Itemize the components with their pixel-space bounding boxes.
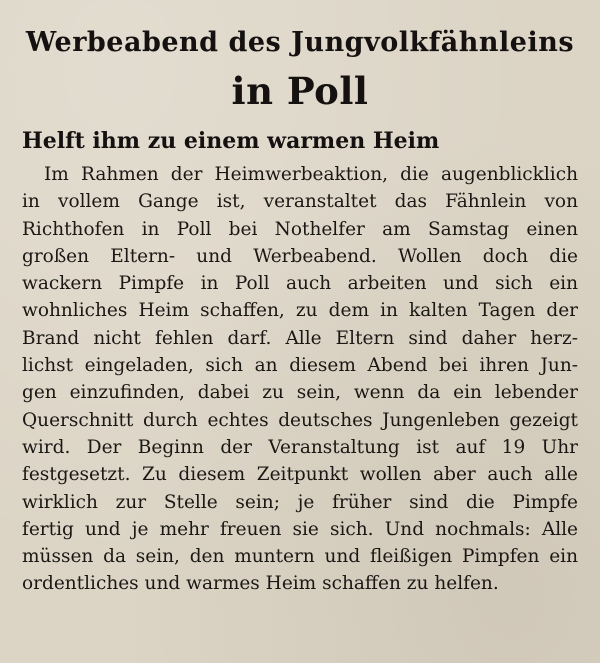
body-line: wird. Der Beginn der Veranstaltung ist auf 19 Uhr (22, 436, 578, 458)
subheadline: Helft ihm zu einem warmen Heim (22, 128, 440, 154)
body-line: fertig und je mehr freuen sie sich. Und nochmals: Alle (22, 518, 578, 540)
body-line: müssen da sein, den muntern und fleißigen Pimpfen ein (22, 546, 578, 568)
headline-line-2: in Poll (231, 69, 369, 113)
body-line: in vollem Gange ist, veranstaltet das Fähnlein von (22, 191, 578, 213)
body-line: Richthofen in Poll bei Nothelfer am Samstag einen (22, 218, 578, 240)
body-line: Im Rahmen der Heimwerbeaktion, die augenblicklich (44, 164, 578, 185)
headline-line-1: Werbeabend des Jungvolkfähnleins (25, 27, 575, 58)
article-body (22, 161, 578, 598)
headline (22, 14, 578, 115)
body-line: wackern Pimpfe in Poll auch arbeiten und sich ein (22, 273, 578, 295)
body-line: festgesetzt. Zu diesem Zeitpunkt wollen aber auch alle (22, 464, 578, 486)
body-line: gen einzufinden, dabei zu sein, wenn da ein lebender (22, 382, 578, 404)
body-line: wohnliches Heim schaffen, zu dem in kalten Tagen der (22, 300, 578, 322)
body-line: Brand nicht fehlen darf. Alle Eltern sind daher herz- (22, 327, 578, 349)
body-line: lichst eingeladen, sich an diesem Abend bei ihren Jun- (22, 355, 578, 377)
body-line: Querschnitt durch echtes deutsches Jungenleben gezeigt (22, 409, 578, 431)
body-line: wirklich zur Stelle sein; je früher sind die Pimpfe (22, 491, 578, 513)
body-line: ordentliches und warmes Heim schaffen zu helfen. (22, 573, 499, 595)
body-line: großen Eltern- und Werbeabend. Wollen doch die (22, 245, 578, 267)
